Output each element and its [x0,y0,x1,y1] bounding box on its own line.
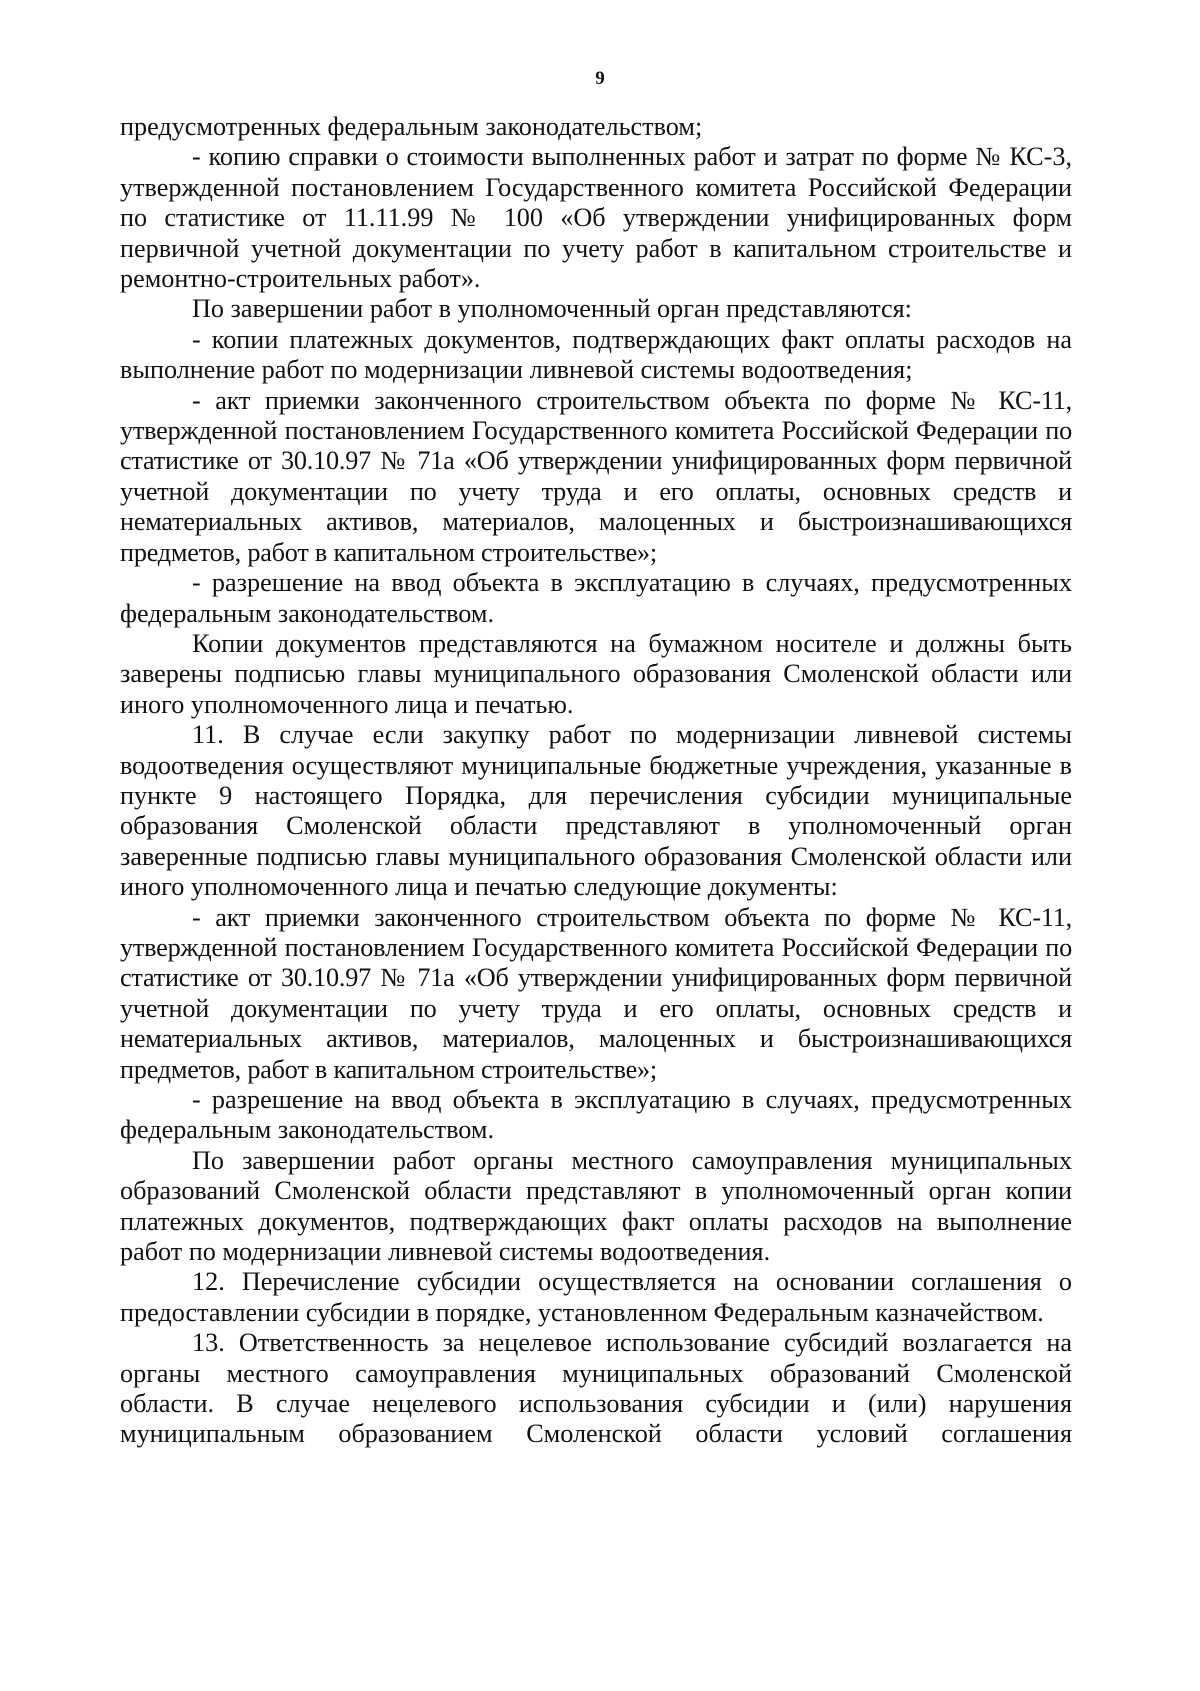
paragraph-copies-certified: Копии документов представляются на бумажном носителе и должны быть заверены подписью главы муниципального образования Смоленской области или иного уполномоченного лица и печатью. [120,628,1072,719]
paragraph-commissioning-permit-repeat: - разрешение на ввод объекта в эксплуатацию в случаях, предусмотренных федеральным законодательством. [120,1085,1072,1145]
paragraph-local-government-copies: По завершении работ органы местного самоуправления муниципальных образований Смоленской области представляют в уполномоченный орган копии платежных документов, подтверждающих факт оплаты расходов на выполнение работ по модернизации ливневой системы водоотведения. [120,1145,1072,1267]
document-body [120,112,1072,1450]
paragraph-commissioning-permit: - разрешение на ввод объекта в эксплуатацию в случаях, предусмотренных федеральным законодательством. [120,568,1072,628]
paragraph-ks11-act: - акт приемки законченного строительством объекта по форме № КС-11, утвержденной постановлением Государственного комитета Российской Федерации по статистике от 30.10.97 № 71а «Об утверждении унифицированных форм первичной учетной документации по учету труда и его оплаты, основных средств и нематериальных активов, материалов, малоценных и быстроизнашивающихся предметов, работ в капитальном строительстве»; [120,385,1072,567]
paragraph-ks3-copy: - копию справки о стоимости выполненных работ и затрат по форме № КС-3, утвержденной постановлением Государственного комитета Российской Федерации по статистике от 11.11.99 № 100 «Об утверждении унифицированных форм первичной учетной документации по учету работ в капитальном строительстве и ремонтно-строительных работ». [120,142,1072,294]
paragraph-payment-copies: - копии платежных документов, подтверждающих факт оплаты расходов на выполнение работ по модернизации ливневой системы водоотведения; [120,324,1072,385]
paragraph-ks11-act-repeat: - акт приемки законченного строительством объекта по форме № КС-11, утвержденной постановлением Государственного комитета Российской Федерации по статистике от 30.10.97 № 71а «Об утверждении унифицированных форм первичной учетной документации по учету труда и его оплаты, основных средств и нематериальных активов, материалов, малоценных и быстроизнашивающихся предметов, работ в капитальном строительстве»; [120,902,1072,1084]
paragraph-after-completion: По завершении работ в уполномоченный орган представляются: [192,294,912,324]
paragraph-item-12: 12. Перечисление субсидии осуществляется на основании соглашения о предоставлении субсидии в порядке, установленном Федеральным казначейством. [120,1267,1072,1327]
paragraph-item-11: 11. В случае если закупку работ по модернизации ливневой системы водоотведения осуществляют муниципальные бюджетные учреждения, указанные в пункте 9 настоящего Порядка, для перечисления субсидии муниципальные образования Смоленской области представляют в уполномоченный орган заверенные подписью главы муниципального образования Смоленской области или иного уполномоченного лица и печатью следующие документы: [120,720,1072,902]
page-number: 9 [595,68,605,89]
paragraph-continuation: предусмотренных федеральным законодательством; [120,112,703,141]
paragraph-item-13: 13. Ответственность за нецелевое использование субсидий возлагается на органы местного самоуправления муниципальных образований Смоленской области. В случае нецелевого использования субсидии и (или) нарушения муниципальным образованием Смоленской области условий соглашения [120,1328,1072,1449]
